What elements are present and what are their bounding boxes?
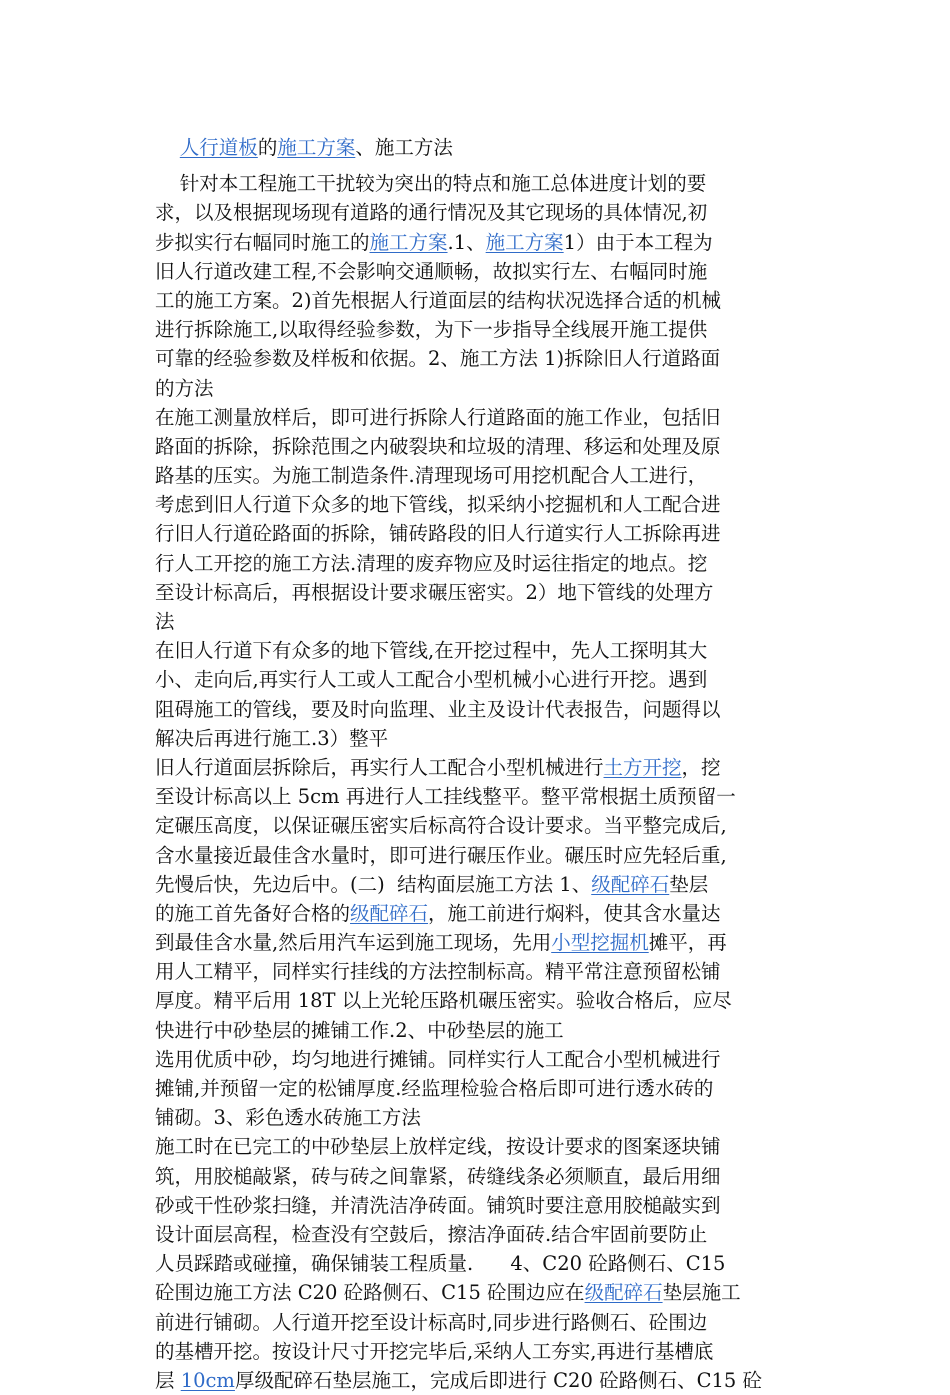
text-run: 选用优质中砂，均匀地进行摊铺。同样实行人工配合小型机械进行 [155, 1047, 721, 1071]
text-run: 、施工方法 [355, 136, 453, 159]
inline-link[interactable]: 级配碎石 [591, 872, 670, 896]
inline-link[interactable]: 施工方案 [369, 230, 448, 254]
text-line [155, 315, 805, 344]
text-line [155, 607, 805, 636]
text-run: 到最佳含水量,然后用汽车运到施工现场，先用 [155, 931, 552, 955]
text-line [155, 811, 805, 840]
text-line [155, 899, 805, 928]
text-run: 先慢后快，先边后中。(二) 结构面层施工方法 1、 [155, 872, 592, 896]
text-run: 解决后再进行施工.3）整平 [155, 726, 389, 750]
inline-link[interactable]: 施工方案 [277, 136, 356, 159]
text-run: 步拟实行右幅同时施工的 [155, 230, 370, 254]
text-line [155, 665, 805, 694]
text-line [155, 1016, 805, 1045]
text-line [155, 1162, 805, 1191]
text-line [155, 461, 805, 490]
text-run: 进行拆除施工,以取得经验参数，为下一步指导全线展开施工提供 [155, 318, 708, 342]
text-run: 在施工测量放样后，即可进行拆除人行道路面的施工作业，包括旧 [155, 405, 721, 429]
text-run: 求，以及根据现场现有道路的通行情况及其它现场的具体情况,初 [155, 201, 708, 225]
text-line [155, 1103, 805, 1132]
inline-link[interactable]: 10cm [180, 1368, 235, 1392]
text-run: 行旧人行道砼路面的拆除，铺砖路段的旧人行道实行人工拆除再进 [155, 522, 721, 546]
text-run: 层 [155, 1368, 181, 1392]
text-line [155, 1249, 805, 1278]
text-line [155, 1220, 805, 1249]
text-run: 至设计标高后，再根据设计要求碾压密实。2）地下管线的处理方 [155, 580, 714, 604]
text-run: ，施工前进行焖料，使其含水量达 [428, 901, 721, 925]
text-run: 设计面层高程，检查没有空鼓后，擦洁净面砖.结合牢固前要防止 [155, 1222, 708, 1246]
text-run: 厚度。精平后用 18T 以上光轮压路机碾压密实。验收合格后，应尽 [155, 989, 732, 1013]
text-line [155, 1366, 805, 1395]
text-run: 垫层施工 [662, 1281, 741, 1305]
text-line [155, 753, 805, 782]
text-run: 工的施工方案。2)首先根据人行道面层的结构状况选择合适的机械 [155, 288, 722, 312]
document-body [155, 133, 805, 1395]
text-run: 砂或干性砂浆扫缝，并清洗洁净砖面。铺筑时要注意用胶槌敲实到 [155, 1193, 721, 1217]
text-line [155, 1132, 805, 1161]
text-run: 1）由于本工程为 [563, 230, 713, 254]
text-line [155, 724, 805, 753]
text-line [155, 957, 805, 986]
text-line [155, 578, 805, 607]
text-run: 人员踩踏或碰撞，确保铺装工程质量. 4、C20 砼路侧石、C15 [155, 1252, 726, 1276]
text-line [155, 519, 805, 548]
text-run: 的基槽开挖。按设计尺寸开挖完毕后,采纳人工夯实,再进行基槽底 [155, 1339, 714, 1363]
text-run: 筑，用胶槌敲紧，砖与砖之间靠紧，砖缝线条必须顺直，最后用细 [155, 1164, 721, 1188]
text-line [155, 403, 805, 432]
text-run: 阻碍施工的管线，要及时向监理、业主及设计代表报告，问题得以 [155, 697, 721, 721]
text-run: 至设计标高以上 5cm 再进行人工挂线整平。整平常根据土质预留一 [155, 785, 736, 809]
text-run: 快进行中砂垫层的摊铺工作.2、中砂垫层的施工 [155, 1018, 564, 1042]
text-run: 路面的拆除，拆除范围之内破裂块和垃圾的清理、移运和处理及原 [155, 434, 721, 458]
text-line [155, 782, 805, 811]
text-run: 考虑到旧人行道下众多的地下管线，拟采纳小挖掘机和人工配合进 [155, 493, 721, 517]
document-title [155, 133, 805, 162]
text-run: 厚级配碎石垫层施工，完成后即进行 C20 砼路侧石、C15 砼 [234, 1368, 762, 1392]
text-line [155, 1045, 805, 1074]
text-line [155, 344, 805, 373]
text-line [155, 870, 805, 899]
text-line [155, 1337, 805, 1366]
text-run: .1、 [447, 230, 486, 254]
text-run: 路基的压实。为施工制造条件.清理现场可用挖机配合人工进行， [155, 464, 708, 488]
inline-link[interactable]: 人行道板 [179, 136, 258, 159]
inline-link[interactable]: 土方开挖 [603, 755, 682, 779]
text-line [155, 198, 805, 227]
text-run: 旧人行道面层拆除后，再实行人工配合小型机械进行 [155, 755, 604, 779]
text-run: 砼围边施工方法 C20 砼路侧石、C15 砼围边应在 [155, 1281, 585, 1305]
text-run: 的 [257, 136, 278, 159]
text-run: 垫层 [669, 872, 709, 896]
text-line [155, 986, 805, 1015]
text-run: 旧人行道改建工程,不会影响交通顺畅，故拟实行左、右幅同时施 [155, 259, 708, 283]
text-run: 行人工开挖的施工方法.清理的废弃物应及时运往指定的地点。挖 [155, 551, 708, 575]
text-run: 铺砌。3、彩色透水砖施工方法 [155, 1106, 421, 1130]
text-run: ，挖 [681, 755, 721, 779]
text-run: 摊平，再 [648, 931, 727, 955]
text-line [155, 549, 805, 578]
text-run: 在旧人行道下有众多的地下管线,在开挖过程中，先人工探明其大 [155, 639, 708, 663]
text-line [155, 490, 805, 519]
text-line [155, 374, 805, 403]
text-run: 法 [155, 610, 175, 633]
text-run: 含水量接近最佳含水量时，即可进行碾压作业。碾压时应先轻后重, [155, 843, 727, 867]
text-run: 的施工首先备好合格的 [155, 901, 351, 925]
text-line [155, 432, 805, 461]
text-line [155, 1278, 805, 1307]
text-line [155, 228, 805, 257]
text-run: 用人工精平，同样实行挂线的方法控制标高。精平常注意预留松铺 [155, 960, 721, 984]
text-line [155, 169, 805, 198]
text-run: 定碾压高度，以保证碾压密实后标高符合设计要求。当平整完成后, [155, 814, 727, 838]
text-run: 前进行铺砌。人行道开挖至设计标高时,同步进行路侧石、砼围边 [155, 1310, 708, 1334]
text-run: 摊铺,并预留一定的松铺厚度.经监理检验合格后即可进行透水砖的 [155, 1077, 714, 1100]
text-run: 的方法 [155, 376, 214, 400]
inline-link[interactable]: 级配碎石 [350, 901, 429, 925]
text-line [155, 1191, 805, 1220]
text-run: 小、走向后,再实行人工或人工配合小型机械小心进行开挖。遇到 [155, 668, 708, 692]
inline-link[interactable]: 施工方案 [485, 230, 564, 254]
text-line [155, 257, 805, 286]
text-run [155, 136, 180, 159]
text-run: 针对本工程施工干扰较为突出的特点和施工总体进度计划的要 [155, 172, 707, 196]
inline-link[interactable]: 小型挖掘机 [551, 931, 649, 955]
text-run: 可靠的经验参数及样板和依据。2、施工方法 1)拆除旧人行道路面 [155, 347, 721, 371]
text-line [155, 636, 805, 665]
text-line [155, 695, 805, 724]
text-line [155, 841, 805, 870]
inline-link[interactable]: 级配碎石 [584, 1281, 663, 1305]
text-line [155, 286, 805, 315]
text-run: 施工时在已完工的中砂垫层上放样定线，按设计要求的图案逐块铺 [155, 1135, 721, 1159]
text-line [155, 928, 805, 957]
text-line [155, 1308, 805, 1337]
text-line [155, 1074, 805, 1103]
